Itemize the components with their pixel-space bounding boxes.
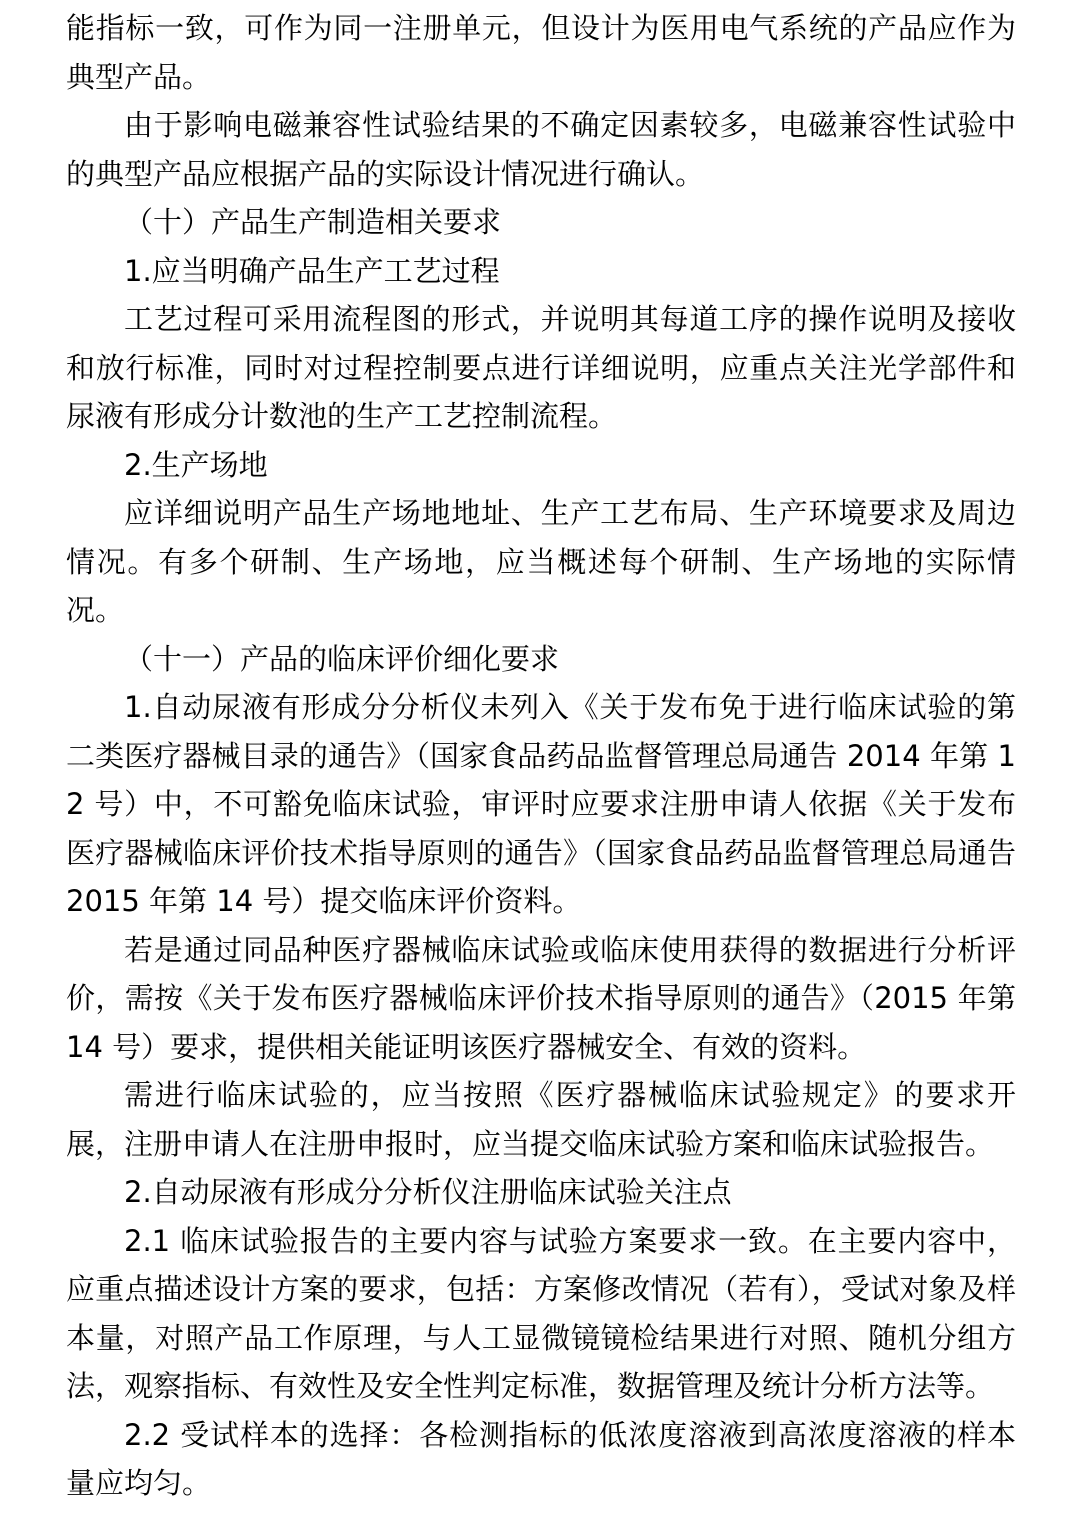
subheading-process: 1.应当明确产品生产工艺过程 (124, 253, 500, 288)
paragraph-clinical-trial: 需进行临床试验的，应当按照《医疗器械临床试验规定》的要求开展，注册申请人在注册申报时，应当提交临床试验方案和临床试验报告。 (66, 1078, 1016, 1161)
paragraph-emc-uncertainty: 由于影响电磁兼容性试验结果的不确定因素较多，电磁兼容性试验中的典型产品应根据产品的实际设计情况进行确认。 (66, 108, 1016, 191)
section-heading-11: （十一）产品的临床评价细化要求 (124, 641, 560, 676)
subheading-trial-focus: 2.自动尿液有形成分分析仪注册临床试验关注点 (124, 1175, 732, 1209)
paragraph-clinical-exemption: 1.自动尿液有形成分分析仪未列入《关于发布免于进行临床试验的第二类医疗器械目录的通告》（国家食品药品监督管理总局通告 2014 年第 12 号）中，不可豁免临床试验，审评时应要求注册申请人依据《关于发布医疗器械临床评价技术指导原则的通告》（国家食品药品监督管理总局通告 2015 年第 14 号）提交临床评价资料。 (66, 690, 1016, 918)
paragraph-site: 应详细说明产品生产场地地址、生产工艺布局、生产环境要求及周边情况。有多个研制、生产场地，应当概述每个研制、生产场地的实际情况。 (66, 496, 1016, 627)
subheading-site: 2.生产场地 (124, 447, 268, 482)
paragraph-same-variety: 若是通过同品种医疗器械临床试验或临床使用获得的数据进行分析评价，需按《关于发布医疗器械临床评价技术指导原则的通告》（2015 年第 14 号）要求，提供相关能证明该医疗器械安全、有效的资料。 (66, 932, 1016, 1064)
paragraph-2-2: 2.2 受试样本的选择：各检测指标的低浓度溶液到高浓度溶液的样本量应均匀。 (66, 1417, 1016, 1500)
document-page (66, 0, 1016, 1526)
paragraph-continuation: 能指标一致，可作为同一注册单元，但设计为医用电气系统的产品应作为典型产品。 (66, 11, 1016, 94)
paragraph-process: 工艺过程可采用流程图的形式，并说明其每道工序的操作说明及接收和放行标准，同时对过程控制要点进行详细说明，应重点关注光学部件和尿液有形成分计数池的生产工艺控制流程。 (66, 302, 1016, 433)
paragraph-2-1: 2.1 临床试验报告的主要内容与试验方案要求一致。在主要内容中，应重点描述设计方案的要求，包括：方案修改情况（若有），受试对象及样本量，对照产品工作原理，与人工显微镜镜检结果进行对照、随机分组方法，观察指标、有效性及安全性判定标准，数据管理及统计分析方法等。 (66, 1223, 1016, 1403)
section-heading-10: （十）产品生产制造相关要求 (124, 205, 502, 239)
